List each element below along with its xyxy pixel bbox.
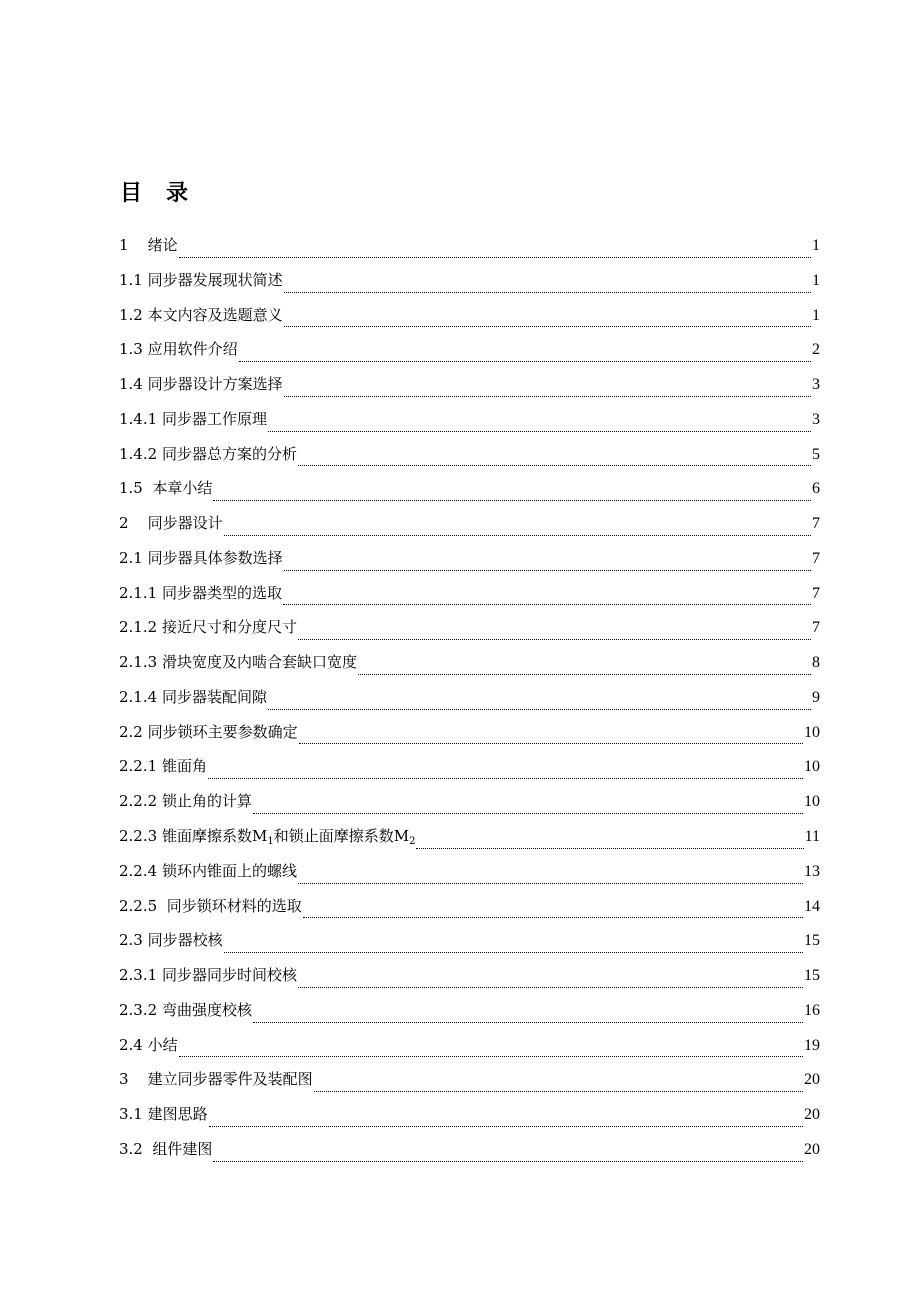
toc-entry-number: 1.5 <box>119 479 143 498</box>
toc-entry-page: 20 <box>804 1071 820 1089</box>
toc-entry-number: 2.3.2 <box>119 1000 158 1019</box>
toc-entry-number: 2.2.3 <box>119 827 158 846</box>
dot-leader <box>416 847 803 849</box>
toc-entry[interactable] <box>119 685 820 720</box>
toc-entry[interactable] <box>119 963 820 998</box>
toc-entry-page: 11 <box>804 828 820 846</box>
toc-entry-text: 同步器设计 <box>147 514 223 533</box>
toc-entry-label <box>119 1102 208 1126</box>
dot-leader <box>284 291 811 293</box>
toc-entry-text: 同步器工作原理 <box>161 409 267 428</box>
toc-entry[interactable] <box>119 581 820 616</box>
toc-entry-number: 1.1 <box>119 270 143 289</box>
toc-entry-page: 3 <box>812 410 820 428</box>
toc-entry-text: 同步锁环材料的选取 <box>166 896 302 915</box>
dot-leader <box>179 1055 803 1057</box>
toc-entry-number: 1.2 <box>119 305 143 324</box>
dot-leader <box>213 499 811 501</box>
dot-leader <box>253 812 803 814</box>
toc-entry-number: 2.2.1 <box>119 757 158 776</box>
toc-entry-label <box>119 442 297 466</box>
toc-entry-text: 同步器装配间隙 <box>161 687 267 706</box>
toc-entry-page: 13 <box>804 862 820 880</box>
dot-leader <box>179 256 811 258</box>
toc-entry-text: 弯曲强度校核 <box>161 1000 252 1019</box>
toc-entry-page: 2 <box>812 341 820 359</box>
toc-entry[interactable] <box>119 894 820 929</box>
dot-leader <box>224 951 803 953</box>
toc-entry[interactable] <box>119 1033 820 1068</box>
toc-entry-label <box>119 233 178 257</box>
toc-entry-number: 2.3.1 <box>119 966 158 985</box>
toc-entry-gap <box>129 236 148 254</box>
toc-entry-number: 1.4 <box>119 375 143 394</box>
toc-entry-label <box>119 268 283 292</box>
toc-entry-page: 6 <box>812 480 820 498</box>
toc-entry[interactable] <box>119 268 820 303</box>
toc-entry-number: 1.4.1 <box>119 409 158 428</box>
toc-entry-page: 10 <box>804 793 820 811</box>
toc-entry-text: 同步器总方案的分析 <box>161 444 297 463</box>
subscript: 2 <box>409 836 416 848</box>
toc-entry[interactable] <box>119 476 820 511</box>
toc-entry-gap <box>129 1070 148 1088</box>
toc-entry-label <box>119 1033 178 1057</box>
toc-entry-page: 7 <box>812 584 820 602</box>
toc-entry-label <box>119 685 267 709</box>
toc-entry-page: 8 <box>812 654 820 672</box>
toc-entry-page: 10 <box>804 758 820 776</box>
toc-entry[interactable] <box>119 859 820 894</box>
toc-entry-text: 锁止角的计算 <box>161 792 252 811</box>
toc-entry[interactable] <box>119 720 820 755</box>
toc-entry-label <box>119 789 252 813</box>
toc-entry-label <box>119 650 357 674</box>
dot-leader <box>284 569 811 571</box>
toc-entry-text: 锥面摩擦系数M <box>161 827 268 846</box>
toc-entry-page: 1 <box>812 271 820 289</box>
toc-entry-number: 2.1.2 <box>119 618 158 637</box>
toc-entry-page: 7 <box>812 549 820 567</box>
toc-entry-page: 20 <box>804 1106 820 1124</box>
toc-entry-page: 3 <box>812 376 820 394</box>
toc-entry[interactable] <box>119 754 820 789</box>
dot-leader <box>298 986 803 988</box>
toc-entry-number: 2.2 <box>119 722 143 741</box>
toc-entry-page: 16 <box>804 1001 820 1019</box>
toc-entry[interactable] <box>119 650 820 685</box>
toc-entry-page: 15 <box>804 967 820 985</box>
toc-entry-number: 2 <box>119 514 129 533</box>
dot-leader <box>298 464 811 466</box>
toc-entry-text: 绪论 <box>147 236 178 254</box>
dot-leader <box>314 1090 803 1092</box>
toc-entry-text: 锁环内锥面上的螺线 <box>161 861 297 880</box>
toc-entry-page: 15 <box>804 932 820 950</box>
toc-entry[interactable] <box>119 337 820 372</box>
toc-entry-text: 滑块宽度及内啮合套缺口宽度 <box>161 653 357 672</box>
dot-leader <box>268 708 811 710</box>
toc-entry-text: 同步锁环主要参数确定 <box>147 722 298 741</box>
toc-entry-page: 14 <box>804 897 820 915</box>
subscript: 1 <box>267 836 274 848</box>
dot-leader <box>298 638 811 640</box>
dot-leader <box>209 1125 803 1127</box>
toc-entry-number: 2.2.2 <box>119 792 158 811</box>
toc-entry-text: 接近尺寸和分度尺寸 <box>161 618 297 637</box>
toc-list <box>119 233 820 1172</box>
toc-entry[interactable] <box>119 615 820 650</box>
toc-entry-number: 2.1 <box>119 548 143 567</box>
toc-entry-text: 同步器校核 <box>147 931 223 950</box>
toc-entry-number: 2.2.4 <box>119 861 158 880</box>
dot-leader <box>284 325 811 327</box>
toc-entry-page: 7 <box>812 515 820 533</box>
toc-entry-number: 3.1 <box>119 1105 143 1124</box>
toc-entry-number: 1.4.2 <box>119 444 158 463</box>
toc-entry-label <box>119 894 302 918</box>
toc-entry-label <box>119 476 212 500</box>
toc-entry[interactable] <box>119 928 820 963</box>
toc-entry-label <box>119 998 252 1022</box>
toc-entry-page: 1 <box>812 237 820 254</box>
toc-entry-number: 3.2 <box>119 1139 143 1158</box>
toc-entry-text: 组件建图 <box>152 1139 213 1158</box>
toc-entry-number: 1 <box>119 236 129 254</box>
toc-entry[interactable] <box>119 442 820 477</box>
toc-entry[interactable] <box>119 1067 820 1102</box>
toc-entry-label <box>119 824 415 854</box>
toc-entry-label <box>119 511 223 535</box>
toc-entry-text: 建图思路 <box>147 1105 208 1124</box>
toc-entry-label <box>119 407 267 431</box>
toc-entry-text: 同步器设计方案选择 <box>147 375 283 394</box>
toc-entry-number: 2.1.1 <box>119 583 158 602</box>
toc-entry-gap <box>143 479 153 497</box>
toc-entry[interactable] <box>119 303 820 338</box>
toc-entry-text: 同步器发展现状简述 <box>147 270 283 289</box>
toc-entry[interactable] <box>119 407 820 442</box>
toc-entry-number: 2.3 <box>119 931 143 950</box>
toc-entry[interactable] <box>119 1102 820 1137</box>
toc-entry-gap <box>129 514 148 532</box>
toc-entry-label <box>119 337 238 361</box>
toc-entry-number: 1.3 <box>119 340 143 359</box>
toc-entry-label <box>119 372 283 396</box>
toc-entry-label <box>119 546 283 570</box>
dot-leader <box>208 777 803 779</box>
dot-leader <box>268 430 811 432</box>
toc-entry-number: 2.2.5 <box>119 896 158 915</box>
toc-entry-text: 小结 <box>147 1035 178 1054</box>
dot-leader <box>358 673 811 675</box>
toc-entry-label <box>119 720 298 744</box>
toc-entry-text: 同步器类型的选取 <box>161 583 282 602</box>
toc-entry-number: 2.1.4 <box>119 687 158 706</box>
dot-leader <box>283 603 811 605</box>
dot-leader <box>253 1021 803 1023</box>
toc-entry-label <box>119 1137 212 1161</box>
toc-entry-label <box>119 581 282 605</box>
dot-leader <box>213 1160 803 1162</box>
toc-entry-text: 本章小结 <box>152 479 213 498</box>
toc-entry-text: 同步器同步时间校核 <box>161 966 297 985</box>
toc-entry-text: 建立同步器零件及装配图 <box>147 1070 313 1089</box>
toc-entry-page: 5 <box>812 445 820 463</box>
toc-entry[interactable] <box>119 789 820 824</box>
toc-entry-text: 本文内容及选题意义 <box>147 305 283 324</box>
toc-entry-text: 同步器具体参数选择 <box>147 548 283 567</box>
dot-leader <box>303 916 803 918</box>
toc-entry-page: 1 <box>812 306 820 324</box>
toc-entry-label <box>119 754 207 778</box>
dot-leader <box>224 534 811 536</box>
toc-entry-page: 9 <box>812 688 820 706</box>
toc-entry-page: 20 <box>804 1140 820 1158</box>
toc-entry-text: 锥面角 <box>161 757 207 776</box>
toc-entry-page: 19 <box>804 1036 820 1054</box>
toc-entry-label <box>119 859 297 883</box>
toc-entry-text: 应用软件介绍 <box>147 340 238 359</box>
dot-leader <box>298 882 803 884</box>
toc-entry-number: 3 <box>119 1070 129 1089</box>
toc-entry-label <box>119 615 297 639</box>
toc-entry-page: 10 <box>804 723 820 741</box>
toc-entry[interactable] <box>119 511 820 546</box>
toc-entry-page: 7 <box>812 619 820 637</box>
toc-entry-number: 2.1.3 <box>119 653 158 672</box>
toc-entry[interactable] <box>119 372 820 407</box>
toc-entry[interactable] <box>119 824 820 859</box>
toc-entry[interactable] <box>119 546 820 581</box>
toc-entry[interactable] <box>119 1137 820 1172</box>
toc-entry-label <box>119 928 223 952</box>
toc-entry-label <box>119 303 283 327</box>
toc-title: 目 录 <box>120 181 190 206</box>
dot-leader <box>284 395 811 397</box>
toc-entry-number: 2.4 <box>119 1035 143 1054</box>
toc-entry-text: 和锁止面摩擦系数M <box>273 827 410 846</box>
dot-leader <box>299 742 803 744</box>
toc-entry-gap <box>157 897 167 915</box>
toc-entry-label <box>119 963 297 987</box>
dot-leader <box>239 360 811 362</box>
toc-entry[interactable] <box>119 998 820 1033</box>
toc-entry-label <box>119 1067 313 1091</box>
toc-entry-gap <box>143 1140 153 1158</box>
toc-entry[interactable] <box>119 233 820 268</box>
